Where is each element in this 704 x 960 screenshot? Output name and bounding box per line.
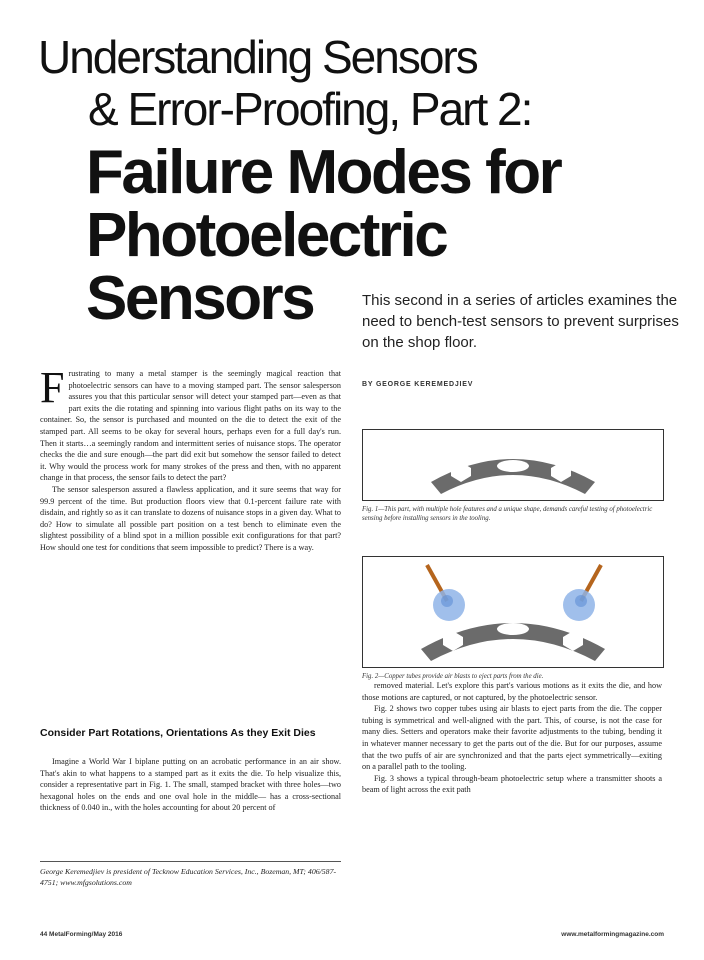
title-line-1: Understanding Sensors [38, 31, 477, 83]
author-bio: George Keremedjiev is president of Tecknow Education Services, Inc., Bozeman, MT; 406/587-4751; www.mfgsolutions.com [40, 867, 337, 887]
title-line-4: Photoelectric [86, 201, 447, 270]
figure-2 [362, 556, 664, 668]
intro-paragraph: Frustrating to many a metal stamper is the seemingly magical reaction that photoelectric sensors can have to a moving stamped part. The sensor salesperson assures you that this particular sensor will detect your stamped part—even as that part exits the die rotating and spinning into various flight paths on its way to the container. So, the sensor is purchased and mounted on the die to detect the exit of the stamped part. All seems to be okay for several hours, perhaps even for a full day's run. Then it starts…a seemingly random and intermittent series of nuisance stops. The operator checks the die and sure enough—the part did exit but somehow the sensor failed to detect it. Why would the process work for many strokes of the press and then, with no apparent change in that process, the sensor fails to detect the part? [40, 363, 341, 483]
title-line-3: Failure Modes for [86, 138, 561, 207]
body-paragraph: Fig. 2 shows two copper tubes using air blasts to eject parts from the die. The copper tubing is symmetrical and well-aligned with the part. This, of course, is not the case for many dies. Setters and operators make their favorite adjustments to the tubing, bending it in whatever manner necessary to get the parts out of the die. But for our purposes, assume that the two puffs of air are synchronized and that the parts eject symmetrically—exiting on a parallel path to the tooling. [362, 704, 662, 772]
body-right-column [362, 680, 662, 796]
drop-cap: F [40, 363, 65, 412]
body-paragraph: The sensor salesperson assured a flawless application, and it sure seems that way for 99.9 percent of the time. But production floors view that 0.1-percent failure rate with disdain, and rightly so as it can translate to dozens of nuisance stops in a given day. What to do? How to simulate all possible part position on a test bench to eliminate even the slightest possibility of a blind spot in a million possible exit configurations for that part? How should one test for conditions that seem impossible to predict? There is a way. [40, 484, 341, 552]
bio-divider [40, 861, 341, 862]
body-paragraph: Fig. 3 shows a typical through-beam photoelectric setup where a transmitter shoots a beam of light across the exit path [362, 773, 662, 795]
title-line-5: Sensors [86, 264, 314, 333]
byline: BY GEORGE KEREMEDJIEV [362, 381, 474, 388]
body-left-column [40, 363, 341, 554]
figure-1 [362, 429, 664, 501]
body-left-column-2 [40, 756, 341, 814]
body-paragraph: removed material. Let's explore this part's various motions as it exits the die, and how those motions are captured, or not captured, by the photoelectric sensor. [362, 681, 662, 702]
bracket-part-illustration [363, 430, 663, 500]
air-blast-illustration [363, 557, 663, 667]
article-deck: This second in a series of articles examines the need to bench-test sensors to prevent surprises on the shop floor. [362, 292, 679, 351]
figure-2-caption: Fig. 2—Copper tubes provide air blasts to eject parts from the die. [362, 673, 544, 680]
section-subhead: Consider Part Rotations, Orientations As they Exit Dies [40, 727, 316, 739]
title-line-2: & Error-Proofing, Part 2: [88, 83, 532, 135]
body-paragraph: Imagine a World War I biplane putting on an acrobatic performance in an air show. That's akin to what happens to a stamped part as it exits the die. To help visualize this, consider a representative part in Fig. 1. The small, stamped bracket with three holes—two hexagonal holes on the ends and one oval hole in the middle— has a cross-sectional thickness of 0.040 in., with the holes accounting for about 20 percent of [40, 757, 341, 813]
footer-folio: 44 MetalForming/May 2016 [40, 931, 123, 938]
figure-1-caption: Fig. 1—This part, with multiple hole features and a unique shape, demands careful testing of photoelectric sensing before installing sensors in the tooling. [362, 506, 653, 522]
footer-url: www.metalformingmagazine.com [561, 931, 664, 938]
